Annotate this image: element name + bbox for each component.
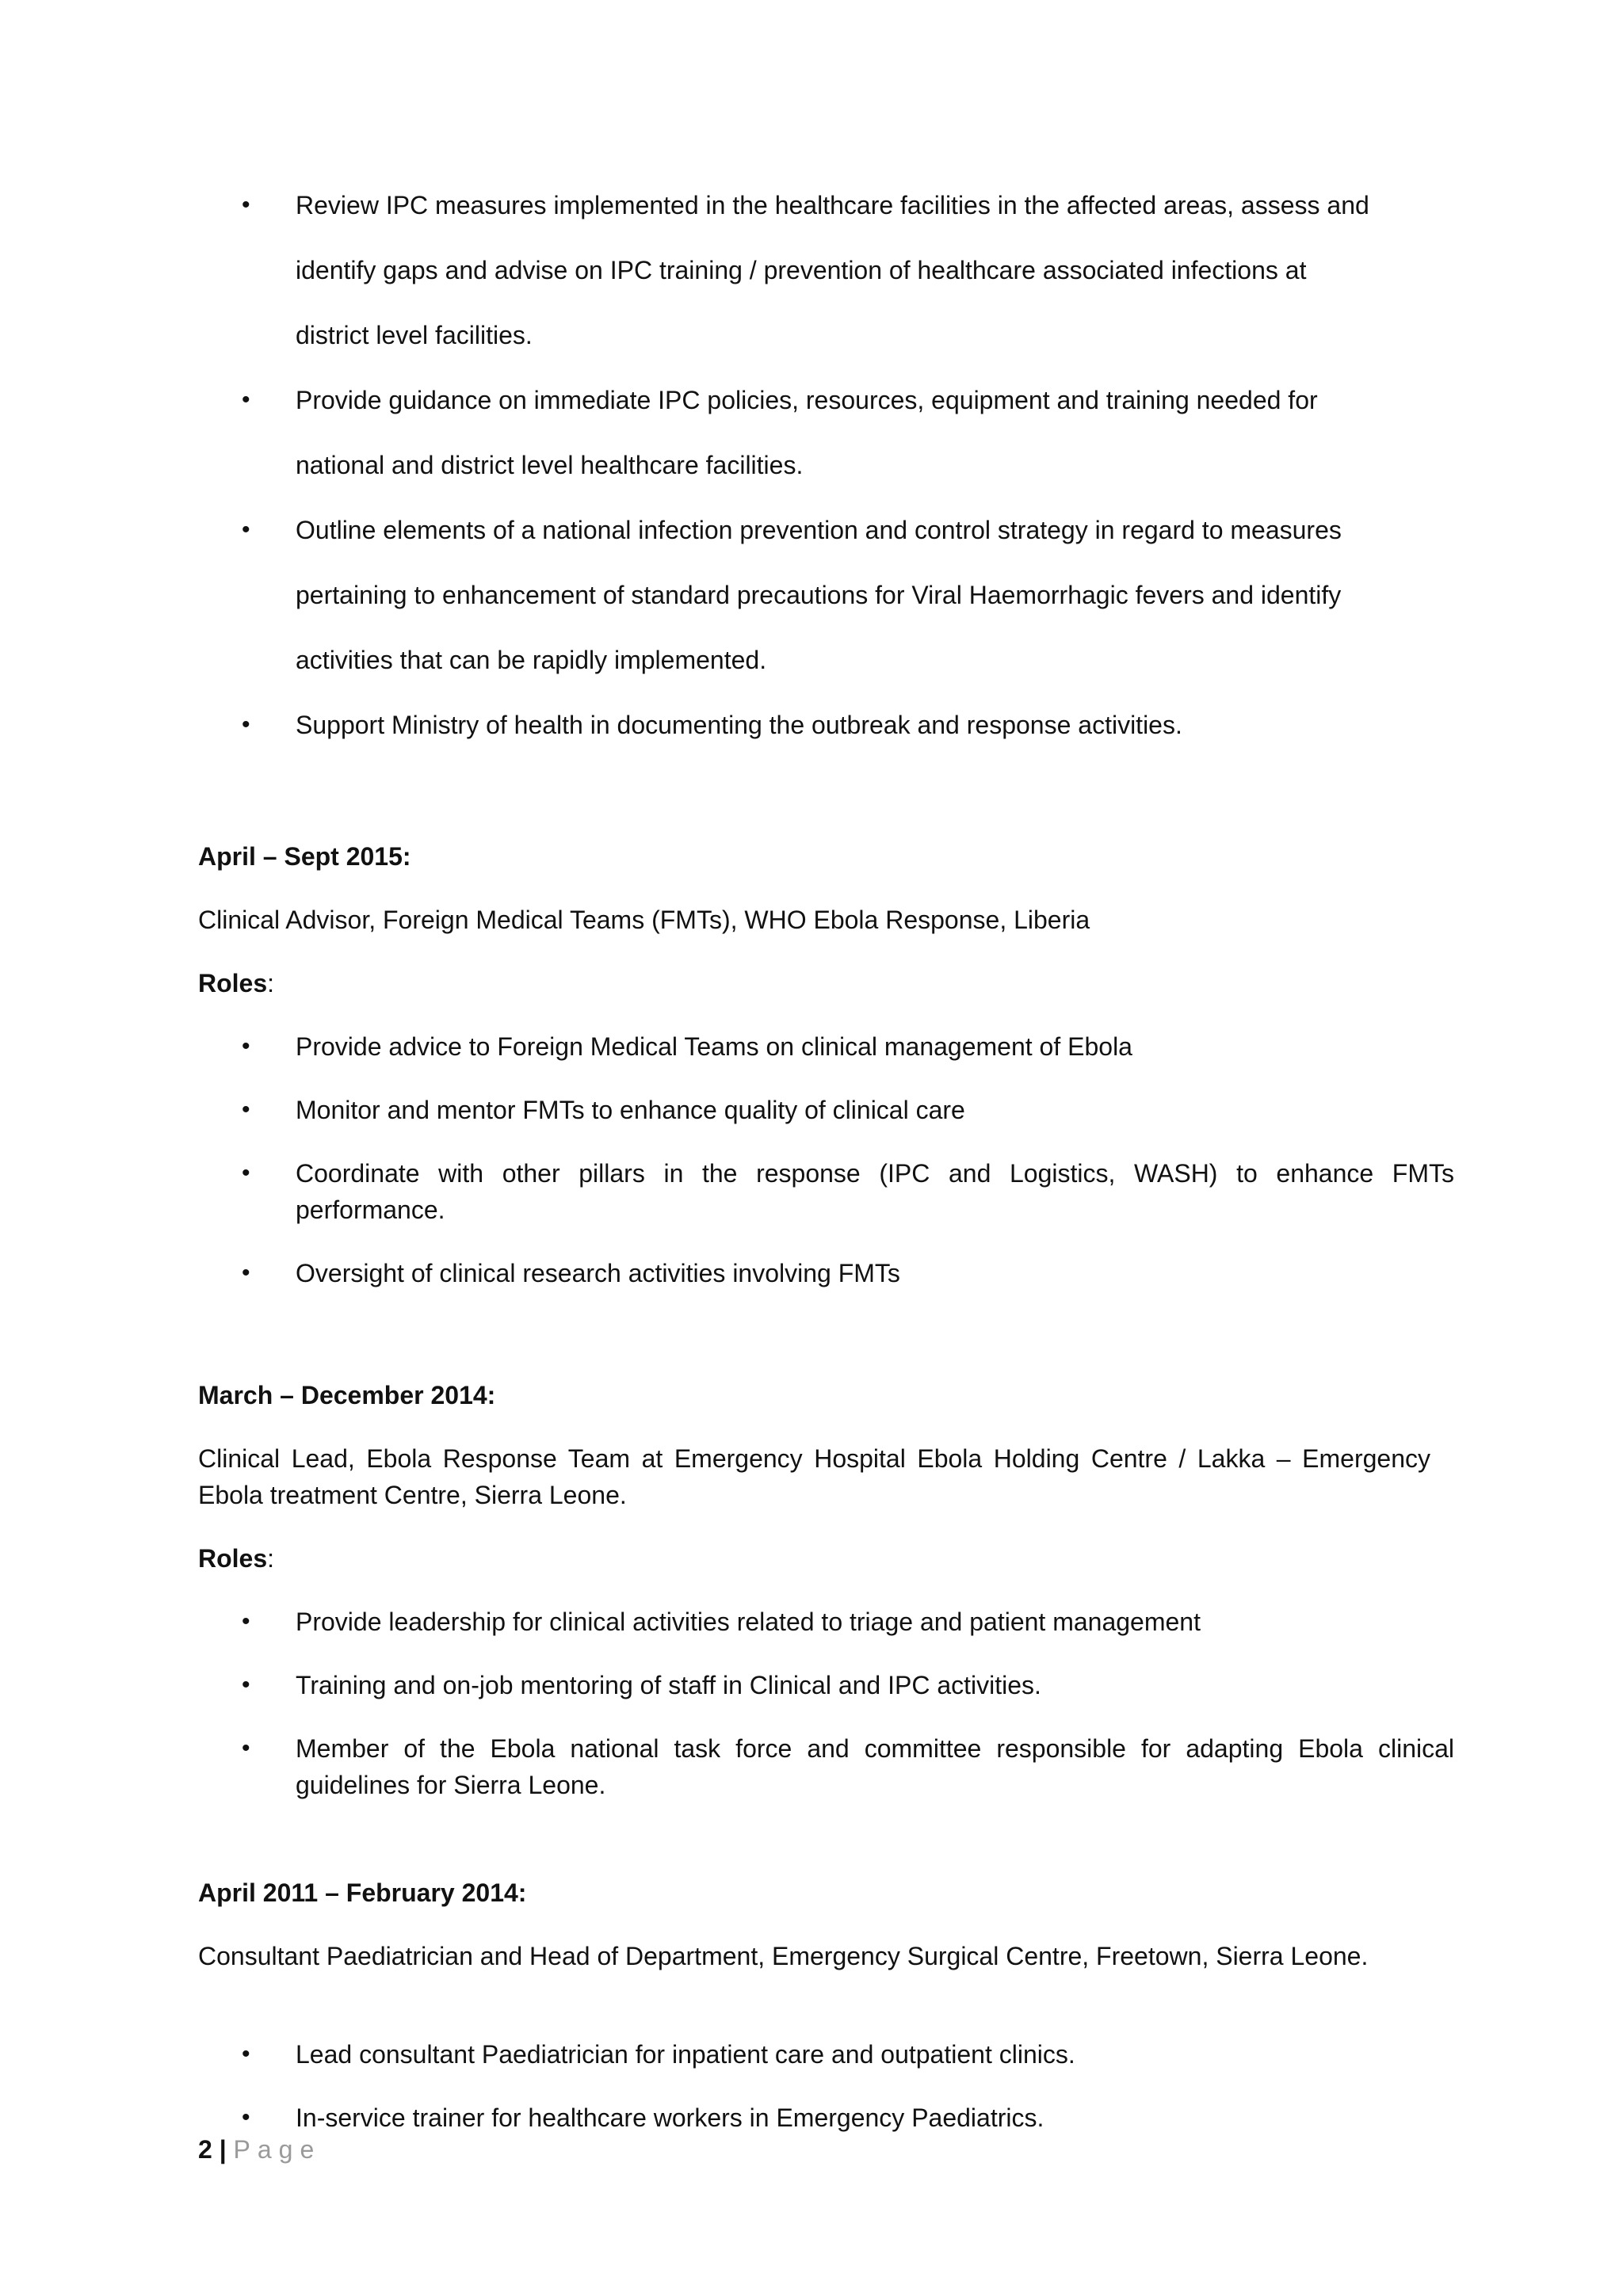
list-item-text: Oversight of clinical research activities involving FMTs bbox=[296, 1259, 900, 1287]
list-item-line: Outline elements of a national infection prevention and control strategy in regard to measures bbox=[296, 516, 1342, 544]
section-heading-2014: March – December 2014: bbox=[198, 1381, 496, 1409]
list-item bbox=[242, 2036, 1454, 2073]
list-item-text: Coordinate with other pillars in the response (IPC and Logistics, WASH) to enhance FMTs performance. bbox=[296, 1159, 1454, 1224]
roles-label-2014 bbox=[198, 1540, 274, 1577]
bullet-icon: • bbox=[242, 1097, 250, 1123]
list-item bbox=[242, 1155, 1454, 1228]
bullet-icon: • bbox=[242, 387, 250, 413]
list-item bbox=[242, 692, 1454, 757]
bullet-icon: • bbox=[242, 1033, 250, 1059]
bullet-icon: • bbox=[242, 2041, 250, 2067]
list-item-line: identify gaps and advise on IPC training / prevention of healthcare associated infections at bbox=[296, 256, 1307, 284]
list-item-text: Provide leadership for clinical activities related to triage and patient management bbox=[296, 1608, 1201, 1636]
position-title-2011: Consultant Paediatrician and Head of Department, Emergency Surgical Centre, Freetown, Sierra Leone. bbox=[198, 1942, 1369, 1970]
list-item bbox=[242, 1092, 1454, 1128]
roles-list-2011 bbox=[242, 2036, 1454, 2136]
bullet-icon: • bbox=[242, 1735, 250, 1761]
list-item-text: Member of the Ebola national task force and committee responsible for adapting Ebola clinical guidelines for Sierra Leone. bbox=[296, 1734, 1454, 1799]
bullet-icon: • bbox=[242, 1260, 250, 1286]
roles-colon: : bbox=[267, 1544, 275, 1573]
list-item-text: Training and on-job mentoring of staff in Clinical and IPC activities. bbox=[296, 1671, 1041, 1699]
list-item bbox=[242, 368, 1454, 498]
list-item bbox=[242, 1028, 1454, 1065]
position-title-2015: Clinical Advisor, Foreign Medical Teams (FMTs), WHO Ebola Response, Liberia bbox=[198, 906, 1090, 934]
list-item-line: pertaining to enhancement of standard precautions for Viral Haemorrhagic fevers and identify bbox=[296, 581, 1342, 609]
list-item bbox=[242, 1730, 1454, 1803]
continued-responsibilities-list bbox=[242, 173, 1454, 757]
page-label: Page bbox=[233, 2135, 322, 2164]
roles-list-2014 bbox=[242, 1604, 1454, 1803]
list-item-text: Monitor and mentor FMTs to enhance quality of clinical care bbox=[296, 1096, 965, 1124]
list-item bbox=[242, 2100, 1454, 2136]
list-item-line: Support Ministry of health in documenting the outbreak and response activities. bbox=[296, 711, 1182, 739]
list-item-line: activities that can be rapidly implemented. bbox=[296, 646, 767, 674]
roles-colon: : bbox=[267, 969, 275, 997]
list-item-text: Provide advice to Foreign Medical Teams on clinical management of Ebola bbox=[296, 1032, 1132, 1061]
page-footer bbox=[198, 2131, 321, 2168]
list-item bbox=[242, 173, 1454, 368]
list-item-line: Review IPC measures implemented in the healthcare facilities in the affected areas, assess and bbox=[296, 191, 1369, 219]
list-item bbox=[242, 1667, 1454, 1703]
section-heading-2011: April 2011 – February 2014: bbox=[198, 1878, 527, 1907]
list-item-text: In-service trainer for healthcare workers in Emergency Paediatrics. bbox=[296, 2103, 1044, 2132]
bullet-icon: • bbox=[242, 1608, 250, 1634]
list-item-line: national and district level healthcare facilities. bbox=[296, 451, 804, 479]
bullet-icon: • bbox=[242, 1160, 250, 1186]
list-item bbox=[242, 1604, 1454, 1640]
bullet-icon: • bbox=[242, 517, 250, 543]
bullet-icon: • bbox=[242, 2104, 250, 2130]
roles-label-2015 bbox=[198, 965, 274, 1001]
roles-list-2015 bbox=[242, 1028, 1454, 1291]
page-number: 2 bbox=[198, 2135, 212, 2164]
list-item bbox=[242, 498, 1454, 692]
position-title-2014: Clinical Lead, Ebola Response Team at Emergency Hospital Ebola Holding Centre / Lakka – Emergency Ebola treatment Centre, Sierra Leone. bbox=[198, 1444, 1430, 1509]
list-item bbox=[242, 1255, 1454, 1291]
list-item-line: district level facilities. bbox=[296, 321, 533, 349]
list-item-line: Provide guidance on immediate IPC policies, resources, equipment and training needed for bbox=[296, 386, 1318, 414]
roles-label: Roles bbox=[198, 969, 268, 997]
footer-separator: | bbox=[219, 2135, 227, 2164]
roles-label: Roles bbox=[198, 1544, 268, 1573]
section-heading-2015: April – Sept 2015: bbox=[198, 842, 411, 871]
bullet-icon: • bbox=[242, 1672, 250, 1698]
list-item-text: Lead consultant Paediatrician for inpatient care and outpatient clinics. bbox=[296, 2040, 1075, 2069]
bullet-icon: • bbox=[242, 711, 250, 738]
bullet-icon: • bbox=[242, 192, 250, 218]
